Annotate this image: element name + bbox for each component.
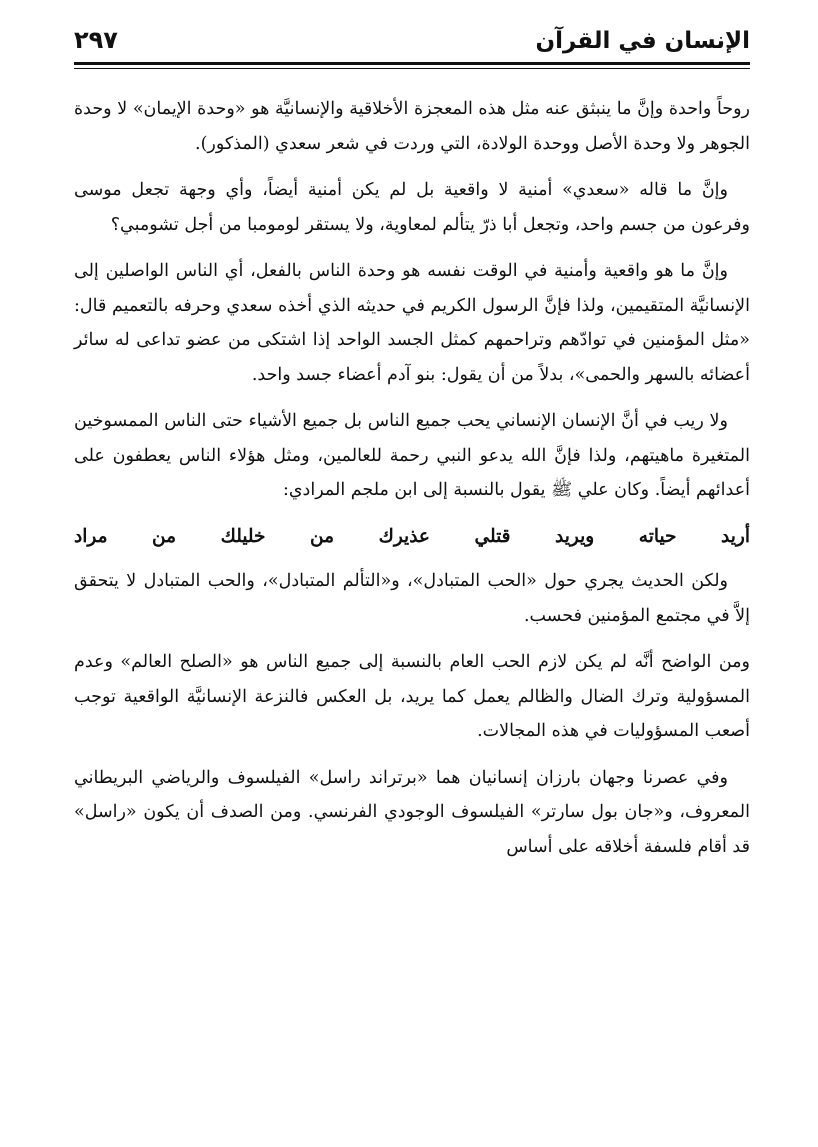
header-rule-thin [74, 68, 750, 69]
running-title: الإنسان في القرآن [535, 28, 750, 54]
paragraph-3: وإنَّ ما هو واقعية وأمنية في الوقت نفسه هو وحدة الناس بالفعل، أي الناس الواصلين إلى الإنسانيَّة المتقيمين، ولذا فإنَّ الرسول الكريم في حديثه الذي أخذه سعدي وحرفه بالتعميم قال: «مثل المؤمنين في توادّهم وتراحمهم كمثل الجسد الواحد إذا اشتكى من عضو تداعى له سائر أعضائه بالسهر والحمى»، بدلاً من أن يقول: بنو آدم أعضاء جسد واحد. [74, 261, 750, 385]
paragraph-7: وفي عصرنا وجهان بارزان إنسانيان هما «برتراند راسل» الفيلسوف والرياضي البريطاني المعروف، و«جان بول سارتر» الفيلسوف الوجودي الفرنسي. ومن الصدف أن يكون «راسل» قد أقام فلسفة أخلاقه على أساس [74, 767, 750, 857]
page-header [74, 22, 750, 64]
page-number: ٢٩٧ [74, 26, 118, 54]
poem-verse: أريد حياته ويريد قتلي عذيرك من خليلك من مراد [74, 525, 750, 547]
paragraph-6: ومن الواضح أنَّه لم يكن لازم الحب العام بالنسبة إلى جميع الناس هو «الصلح العالم» وعدم المسؤولية وترك الضال والظالم يعمل كما يريد، بل العكس فالنزعة الإنسانيَّة الواقعية توجب أصعب المسؤوليات في هذه المجالات. [74, 652, 750, 741]
header-rule [74, 62, 750, 65]
paragraph-1: روحاً واحدة وإنَّ ما ينبثق عنه مثل هذه المعجزة الأخلاقية والإنسانيَّة هو «وحدة الإيمان» لا وحدة الجوهر ولا وحدة الأصل ووحدة الولادة، التي وردت في شعر سعدي (المذكور). [74, 99, 750, 154]
paragraph-2: وإنَّ ما قاله «سعدي» أمنية لا واقعية بل لم يكن أمنية أيضاً، وأي وجهة تجعل موسى وفرعون من جسم واحد، وتجعل أبا ذرّ يتألم لمعاوية، ولا يستقر لومومبا من أجل تشومبي؟ [74, 180, 750, 235]
paragraph-5: ولكن الحديث يجري حول «الحب المتبادل»، و«التألم المتبادل»، والحب المتبادل لا يتحقق إلاَّ في مجتمع المؤمنين فحسب. [74, 571, 750, 626]
body-text [74, 92, 750, 876]
paragraph-4: ولا ريب في أنَّ الإنسان الإنساني يحب جميع الناس بل جميع الأشياء حتى الناس الممسوخين المتغيرة ماهيتهم، ولذا فإنَّ الله يدعو النبي رحمة للعالمين، ومثل هؤلاء الناس يعطفون على أعدائهم أيضاً. وكان علي ﷺ يقول بالنسبة إلى ابن ملجم المرادي: [74, 411, 750, 500]
